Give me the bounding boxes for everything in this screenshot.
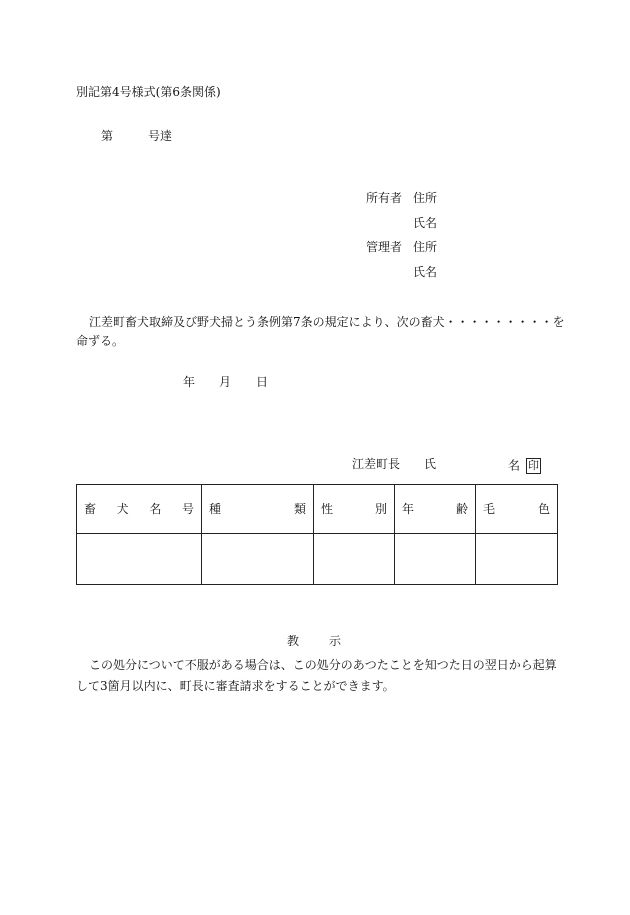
spread-char: 名 [149, 502, 162, 516]
spread-char: 教 [287, 634, 300, 648]
spread-char: 年 [402, 502, 415, 516]
header-breed-text [209, 503, 306, 515]
spread-char: 毛 [483, 502, 496, 516]
notice-text-line-1: この処分について不服がある場合は、この処分のあつたことを知つた日の翌日から起算 [89, 658, 557, 672]
spread-char: 畜 [84, 502, 97, 516]
owner-name-label: 氏名 [413, 216, 438, 230]
date-day-label: 日 [256, 375, 269, 389]
table-header-row [77, 485, 558, 534]
owner-address-label: 住所 [413, 191, 438, 205]
header-coat-color [476, 485, 558, 534]
header-dog-name-text [84, 503, 194, 515]
spread-char: 示 [328, 634, 341, 648]
order-text-line-2: 命ずる。 [76, 334, 125, 348]
owner-label: 所有者 [366, 191, 403, 205]
date-month-label: 月 [219, 375, 232, 389]
notice-heading [287, 635, 341, 647]
header-age [395, 485, 476, 534]
cell-breed [202, 534, 314, 585]
order-text-line-1: 江差町畜犬取締及び野犬掃とう条例第7条の規定により、次の畜犬・・・・・・・・・を [89, 315, 565, 329]
issue-number-suffix: 号達 [148, 129, 173, 143]
form-heading: 別記第4号様式(第6条関係) [76, 85, 221, 99]
issue-number-prefix: 第 [101, 129, 114, 143]
issuer-title: 江差町長 [352, 457, 401, 471]
spread-char: 号 [181, 502, 194, 516]
issuer-name-label-1: 氏 [424, 457, 437, 471]
header-dog-name [77, 485, 202, 534]
cell-dog-name [77, 534, 202, 585]
issuer-name-label-2-text: 名 [508, 458, 521, 473]
cell-age [395, 534, 476, 585]
spread-char: 別 [374, 502, 387, 516]
issuer-name-label-2 [508, 458, 541, 474]
notice-heading-text [287, 635, 341, 647]
header-sex-text [321, 503, 387, 515]
manager-label: 管理者 [366, 240, 403, 254]
manager-address-label: 住所 [413, 240, 438, 254]
notice-text-line-2: して3箇月以内に、町長に審査請求をすることができます。 [76, 679, 395, 693]
spread-char: 犬 [116, 502, 129, 516]
dog-details-table [76, 484, 558, 585]
spread-char: 色 [537, 502, 550, 516]
seal-mark: 印 [528, 459, 540, 472]
header-sex [314, 485, 395, 534]
table-row [77, 534, 558, 585]
date-year-label: 年 [183, 375, 196, 389]
cell-sex [314, 534, 395, 585]
spread-char: 種 [209, 502, 222, 516]
header-breed [202, 485, 314, 534]
manager-name-label: 氏名 [413, 265, 438, 279]
header-age-text [402, 503, 468, 515]
cell-coat-color [476, 534, 558, 585]
header-coat-color-text [483, 503, 550, 515]
spread-char: 類 [293, 502, 306, 516]
spread-char: 性 [321, 502, 334, 516]
spread-char: 齢 [455, 502, 468, 516]
